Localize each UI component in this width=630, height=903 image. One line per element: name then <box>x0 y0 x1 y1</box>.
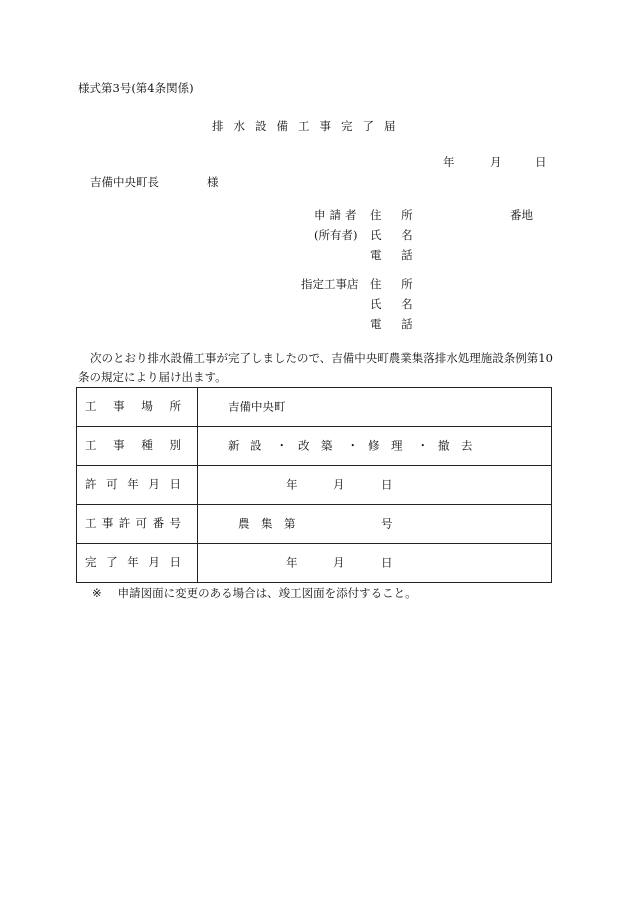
work-type-option-char[interactable]: 新 <box>228 438 240 453</box>
label-char: 場 <box>141 399 153 414</box>
form-number-label: 様式第3号(第4条関係) <box>78 81 194 95</box>
permit-number-suffix: 号 <box>381 516 393 531</box>
year-label: 年 <box>443 155 455 169</box>
table-row <box>77 505 552 544</box>
contractor-label: 指定工事店 <box>301 277 359 291</box>
table-row <box>77 544 552 583</box>
addressee-name: 吉備中央町長 <box>90 175 159 189</box>
document-title: 排水設備工事完了届 <box>212 119 406 133</box>
work-location-value: 吉備中央町 <box>228 399 286 414</box>
construction-info-table <box>76 387 552 583</box>
permit-number-cell[interactable] <box>198 505 552 544</box>
label-char: 工 <box>85 516 97 531</box>
label-char: 了 <box>106 555 118 570</box>
row-label-completion-date <box>77 544 198 583</box>
day-label: 日 <box>381 477 393 492</box>
month-label: 月 <box>333 477 345 492</box>
applicant-label: 申請者 <box>314 208 361 222</box>
work-type-option-char[interactable]: 修 <box>368 438 380 453</box>
row-label-permit-date <box>77 466 198 505</box>
label-char: 別 <box>169 438 181 453</box>
work-type-option-char[interactable]: 去 <box>461 438 473 453</box>
label-char: 許 <box>85 477 97 492</box>
separator-dot: ・ <box>417 438 429 453</box>
permit-date-cell[interactable] <box>198 466 552 505</box>
applicant-address-label: 住 所 <box>370 208 421 222</box>
label-char: 事 <box>101 516 114 531</box>
day-label: 日 <box>381 555 393 570</box>
label-char: 可 <box>135 516 148 531</box>
day-label: 日 <box>535 155 547 169</box>
note-mark: ※ <box>92 586 102 600</box>
label-char: 年 <box>127 555 139 570</box>
label-char: 工 <box>85 399 97 414</box>
month-label: 月 <box>490 155 502 169</box>
contractor-phone-label: 電 話 <box>370 317 421 331</box>
label-char: 可 <box>106 477 118 492</box>
label-char: 日 <box>169 555 181 570</box>
applicant-sub-label: (所有者) <box>314 228 358 242</box>
work-type-cell[interactable] <box>198 427 552 466</box>
permit-number-prefix: 農 集 第 <box>238 516 296 531</box>
addressee <box>90 175 219 189</box>
label-char: 許 <box>118 516 131 531</box>
label-char: 月 <box>148 477 160 492</box>
work-type-option-char[interactable]: 改 <box>298 438 310 453</box>
label-char: 号 <box>169 516 181 531</box>
table-row <box>77 388 552 427</box>
label-char: 事 <box>113 438 125 453</box>
contractor-name-label: 氏 名 <box>370 297 421 311</box>
address-suffix: 番地 <box>510 208 533 222</box>
row-label-permit-number <box>77 505 198 544</box>
applicant-phone-label: 電 話 <box>370 248 421 262</box>
work-type-option-char[interactable]: 設 <box>250 438 262 453</box>
label-char: 番 <box>152 516 165 531</box>
separator-dot: ・ <box>347 438 359 453</box>
work-type-option-char[interactable]: 築 <box>321 438 333 453</box>
year-label: 年 <box>286 555 298 570</box>
label-char: 種 <box>141 438 153 453</box>
label-char: 事 <box>113 399 125 414</box>
work-location-cell[interactable] <box>198 388 552 427</box>
note-text: 申請図面に変更のある場合は、竣工図面を添付すること。 <box>117 586 417 600</box>
month-label: 月 <box>333 555 345 570</box>
label-char: 月 <box>148 555 160 570</box>
table-row <box>77 466 552 505</box>
work-type-option-char[interactable]: 理 <box>391 438 403 453</box>
completion-date-cell[interactable] <box>198 544 552 583</box>
year-label: 年 <box>286 477 298 492</box>
row-label-work-location <box>77 388 198 427</box>
body-paragraph: 次のとおり排水設備工事が完了しましたので、吉備中央町農業集落排水処理施設条例第10条の規定により届け出ます。 <box>78 351 553 384</box>
label-char: 所 <box>169 399 181 414</box>
submission-date-line <box>0 157 630 171</box>
applicant-name-label: 氏 名 <box>370 228 421 242</box>
label-char: 年 <box>127 477 139 492</box>
separator-dot: ・ <box>276 438 288 453</box>
table-row <box>77 427 552 466</box>
addressee-honorific: 様 <box>207 175 219 189</box>
label-char: 完 <box>85 555 97 570</box>
row-label-work-type <box>77 427 198 466</box>
footnote <box>92 588 417 600</box>
work-type-option-char[interactable]: 撤 <box>438 438 450 453</box>
label-char: 工 <box>85 438 97 453</box>
contractor-address-label: 住 所 <box>370 277 421 291</box>
label-char: 日 <box>169 477 181 492</box>
